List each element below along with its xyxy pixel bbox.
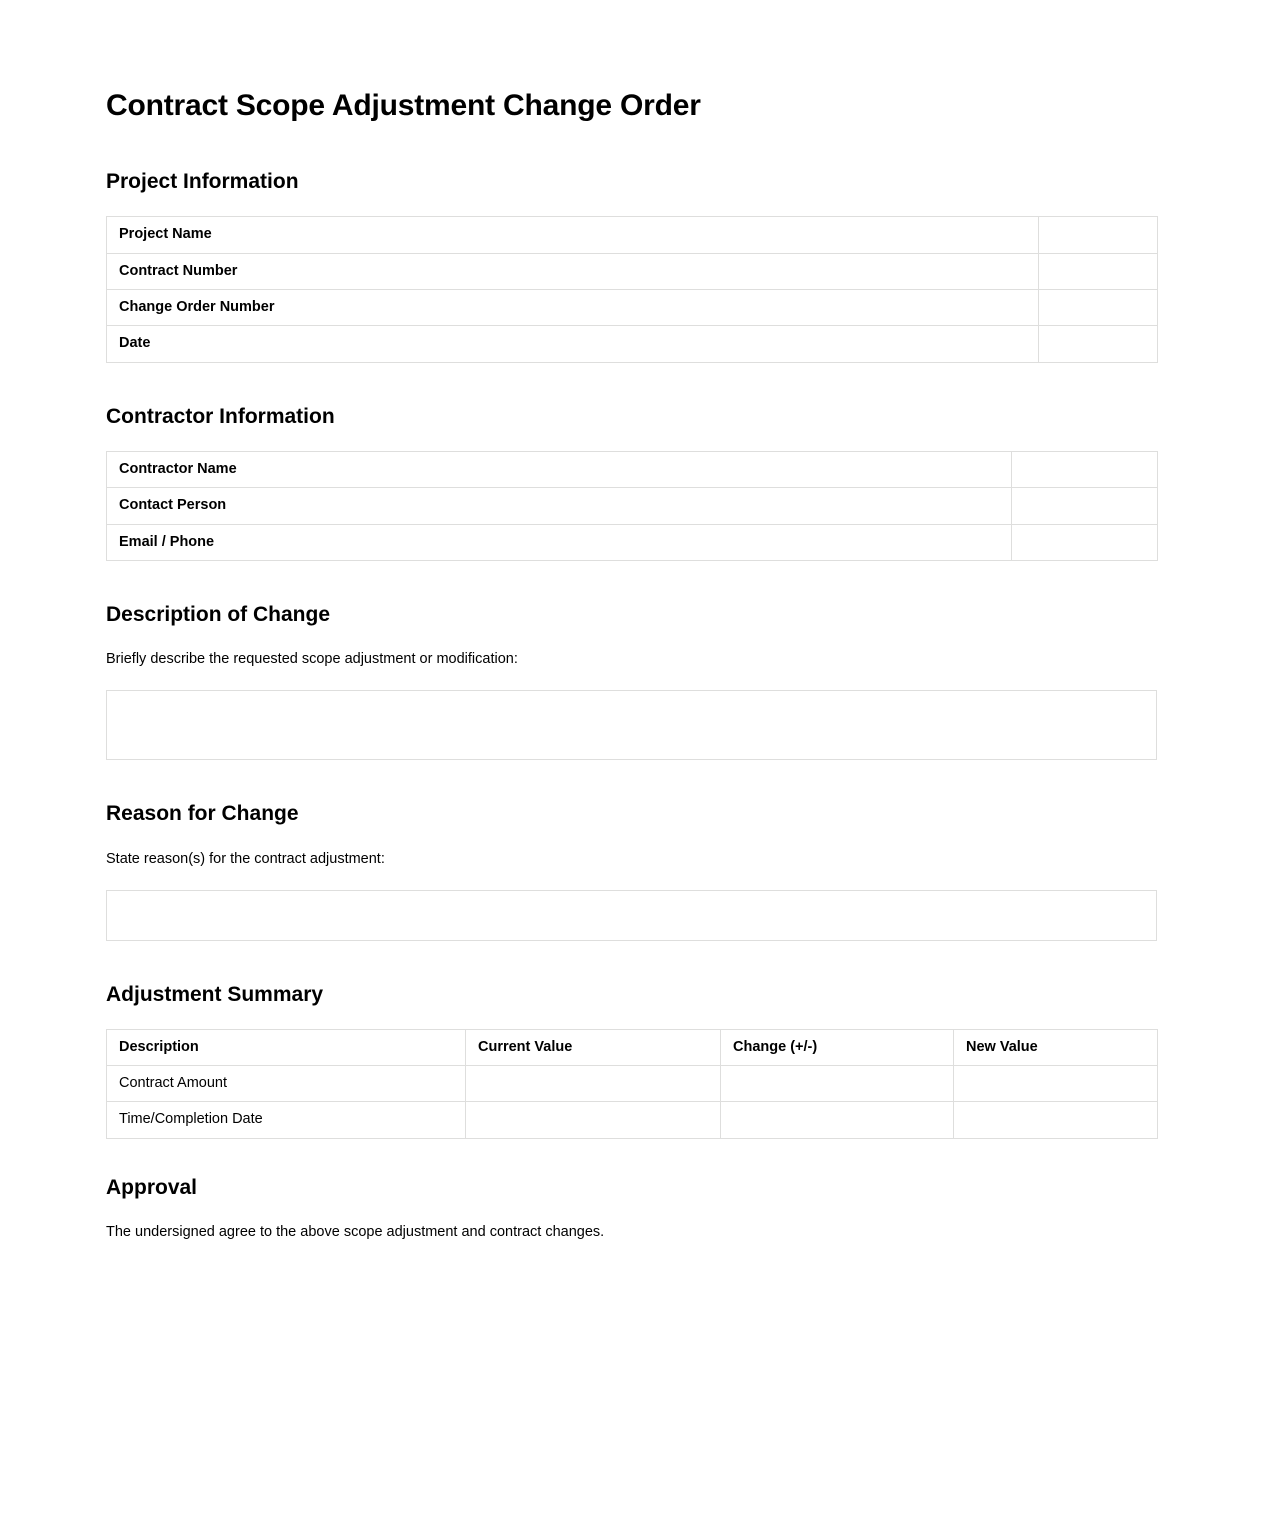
table-row — [107, 1066, 1158, 1102]
description-of-change-input[interactable] — [106, 690, 1157, 760]
field-label-contract-number: Contract Number — [107, 253, 1039, 289]
table-header-row — [107, 1029, 1158, 1065]
cell-change-contract-amount[interactable] — [721, 1066, 954, 1102]
column-header-current-value: Current Value — [466, 1029, 721, 1065]
table-row — [107, 451, 1158, 487]
page-title: Contract Scope Adjustment Change Order — [106, 89, 701, 122]
field-label-email-phone: Email / Phone — [107, 524, 1012, 560]
cell-current-value-time-completion-date[interactable] — [466, 1102, 721, 1138]
cell-description-contract-amount: Contract Amount — [107, 1066, 466, 1102]
section-heading-adjustment-summary: Adjustment Summary — [106, 982, 324, 1006]
section-project-information — [106, 169, 1157, 363]
field-label-change-order-number: Change Order Number — [107, 289, 1039, 325]
contractor-information-table — [106, 451, 1158, 561]
adjustment-summary-table — [106, 1029, 1158, 1139]
section-adjustment-summary — [106, 982, 1157, 1139]
column-header-change: Change (+/-) — [721, 1029, 954, 1065]
field-value-email-phone[interactable] — [1012, 524, 1158, 560]
table-row — [107, 1102, 1158, 1138]
section-description-of-change — [106, 602, 1157, 760]
field-value-contract-number[interactable] — [1039, 253, 1158, 289]
table-row — [107, 488, 1158, 524]
description-of-change-prompt: Briefly describe the requested scope adjustment or modification: — [106, 651, 518, 668]
table-row — [107, 289, 1158, 325]
table-row — [107, 326, 1158, 362]
cell-new-value-time-completion-date[interactable] — [954, 1102, 1158, 1138]
section-contractor-information — [106, 404, 1157, 561]
field-label-project-name: Project Name — [107, 217, 1039, 253]
table-row — [107, 524, 1158, 560]
column-header-new-value: New Value — [954, 1029, 1158, 1065]
field-label-date: Date — [107, 326, 1039, 362]
field-value-contact-person[interactable] — [1012, 488, 1158, 524]
cell-change-time-completion-date[interactable] — [721, 1102, 954, 1138]
reason-for-change-prompt: State reason(s) for the contract adjustment: — [106, 850, 385, 867]
field-value-date[interactable] — [1039, 326, 1158, 362]
table-row — [107, 253, 1158, 289]
field-label-contact-person: Contact Person — [107, 488, 1012, 524]
table-row — [107, 217, 1158, 253]
section-heading-description-of-change: Description of Change — [106, 603, 331, 627]
section-reason-for-change — [106, 801, 1157, 940]
section-heading-project-information: Project Information — [106, 170, 299, 193]
section-heading-contractor-information: Contractor Information — [106, 404, 335, 428]
field-value-project-name[interactable] — [1039, 217, 1158, 253]
section-approval — [106, 1175, 1157, 1243]
cell-description-time-completion-date: Time/Completion Date — [107, 1102, 466, 1138]
cell-new-value-contract-amount[interactable] — [954, 1066, 1158, 1102]
field-value-change-order-number[interactable] — [1039, 289, 1158, 325]
approval-statement: The undersigned agree to the above scope adjustment and contract changes. — [106, 1224, 605, 1241]
reason-for-change-input[interactable] — [106, 890, 1157, 941]
section-heading-reason-for-change: Reason for Change — [106, 802, 299, 826]
field-value-contractor-name[interactable] — [1012, 451, 1158, 487]
section-heading-approval: Approval — [106, 1175, 198, 1199]
cell-current-value-contract-amount[interactable] — [466, 1066, 721, 1102]
column-header-description: Description — [107, 1029, 466, 1065]
field-label-contractor-name: Contractor Name — [107, 451, 1012, 487]
project-information-table — [106, 216, 1158, 363]
